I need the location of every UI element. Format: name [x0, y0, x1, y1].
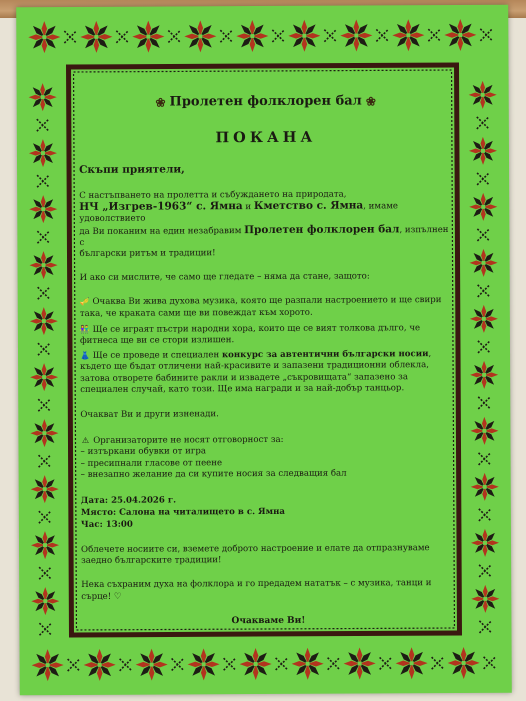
star-motif	[136, 649, 168, 681]
cross-motif	[39, 511, 51, 523]
star-motif	[344, 647, 376, 679]
star-motif	[288, 20, 320, 52]
star-motif	[29, 83, 57, 111]
event-name: Пролетен фолклорен бал	[169, 93, 362, 110]
invitation-content	[79, 81, 456, 627]
star-motif	[469, 137, 497, 165]
star-motif	[29, 251, 57, 279]
event-time: Час: 13:00	[80, 519, 133, 531]
star-motif	[470, 305, 498, 333]
cross-motif	[272, 30, 284, 42]
cross-motif	[477, 117, 489, 129]
cross-motif	[478, 285, 490, 297]
cross-motif	[37, 175, 49, 187]
cross-motif	[324, 30, 336, 42]
star-motif	[31, 587, 59, 615]
star-motif	[31, 531, 59, 559]
cross-motif	[479, 621, 491, 633]
star-motif	[188, 648, 220, 680]
star-motif	[28, 21, 60, 53]
cross-motif	[168, 30, 180, 42]
star-motif	[132, 21, 164, 53]
star-motif	[29, 139, 57, 167]
star-motif	[469, 193, 497, 221]
cross-motif	[120, 659, 132, 671]
cross-motif	[39, 623, 51, 635]
surprises-text: Очакват Ви и други изненади.	[80, 409, 219, 421]
cross-motif	[432, 657, 444, 669]
dancers-icon: 👫	[79, 324, 90, 334]
star-motif	[471, 529, 499, 557]
list-item: – пресипнали гласове от пеене	[80, 457, 223, 469]
cross-motif	[37, 119, 49, 131]
star-motif	[471, 473, 499, 501]
cross-motif	[328, 658, 340, 670]
cross-motif	[477, 229, 489, 241]
star-motif	[470, 361, 498, 389]
star-motif	[184, 20, 216, 52]
event-heading	[79, 93, 453, 110]
cross-motif	[64, 31, 76, 43]
star-motif	[30, 307, 58, 335]
organizers-line: НЧ „Изгрев-1963“ с. Ямна и Кметство с. Ямна, имаме удоволствието	[79, 199, 398, 225]
cross-motif	[116, 31, 128, 43]
cross-motif	[172, 658, 184, 670]
cross-motif	[479, 453, 491, 465]
star-motif	[470, 417, 498, 445]
star-motif	[469, 249, 497, 277]
intro-line: С настъпването на пролетта и събуждането на природата,	[79, 189, 347, 201]
cross-motif	[479, 565, 491, 577]
cross-motif	[39, 455, 51, 467]
star-motif	[292, 648, 324, 680]
flower-icon: ❀	[365, 93, 376, 108]
event-details	[81, 493, 455, 531]
star-motif	[471, 585, 499, 613]
star-motif	[340, 19, 372, 51]
star-motif	[396, 647, 428, 679]
star-motif	[469, 81, 497, 109]
cross-motif	[38, 343, 50, 355]
intro-end-line: български ритъм и традиции!	[79, 248, 216, 259]
cross-motif	[478, 397, 490, 409]
cross-motif	[38, 287, 50, 299]
list-item: – внезапно желание да си купите носия за следващия бал	[80, 468, 347, 480]
cross-motif	[376, 29, 388, 41]
flower-icon: ❀	[155, 95, 166, 110]
transition-text: И ако си мислите, че само ще гледате – няма да стане, защото:	[79, 271, 370, 284]
call-to-action: Облечете носиите си, вземете доброто настроение и елате да отпразнуваме заедно българските традиции!	[81, 543, 430, 567]
spirit-text: Нека съхраним духа на фолклора и го предадем нататък – с музика, танци и сърце! ♡	[81, 578, 432, 602]
star-motif	[32, 649, 64, 681]
star-motif	[80, 21, 112, 53]
star-motif	[392, 19, 424, 51]
star-motif	[29, 195, 57, 223]
cross-motif	[224, 658, 236, 670]
invitation-title: ПОКАНА	[215, 128, 317, 147]
cross-motif	[480, 29, 492, 41]
cross-motif	[39, 567, 51, 579]
list-item: 👫 Ще се играят пъстри народни хора, които ще се вият толкова дълго, че фитнеса ще ви се стори излишен.	[79, 323, 421, 346]
cross-motif	[38, 399, 50, 411]
cross-motif	[478, 341, 490, 353]
star-motif	[448, 647, 480, 679]
cross-motif	[477, 173, 489, 185]
invite-line: да Ви поканим на един незабравим Пролетен фолклорен бал, изпълнен с	[79, 222, 449, 248]
star-motif	[84, 649, 116, 681]
event-date: Дата: 25.04.2026 г.	[80, 495, 177, 507]
cross-motif	[479, 509, 491, 521]
trumpet-icon: 🎺	[79, 297, 90, 307]
costume-icon: 👗	[80, 351, 91, 361]
cross-motif	[380, 657, 392, 669]
event-place: Място: Салона на читалището в с. Ямна	[80, 506, 285, 519]
star-motif	[30, 363, 58, 391]
cross-motif	[276, 658, 288, 670]
cross-motif	[68, 659, 80, 671]
cross-motif	[484, 657, 496, 669]
star-motif	[30, 419, 58, 447]
invitation-sheet	[16, 5, 512, 696]
star-motif	[31, 475, 59, 503]
cross-motif	[37, 231, 49, 243]
warning-title: ⚠ Организаторите не носят отговорност за:	[81, 435, 284, 447]
list-item: 👗 Ще се проведе и специален конкурс за автентични български носии, където ще бъдат отличени най-красивите и запазени традиционни облекла, затова отворете бабините ракли и извадете „съкровищата“ запазено за специален случай, като този. Ще има награди и за най-добър танцьор.	[80, 349, 432, 395]
closing-text: Очакваме Ви!	[231, 615, 306, 627]
cross-motif	[428, 29, 440, 41]
warning-icon: ⚠	[81, 436, 90, 446]
star-motif	[444, 19, 476, 51]
greeting: Скъпи приятели,	[79, 163, 185, 176]
list-item: 🎺 Очаква Ви жива духова музика, която ще разпали настроението и ще свири така, че краката сами ще ви повеждат към хорото.	[79, 295, 442, 319]
cross-motif	[220, 30, 232, 42]
star-motif	[240, 648, 272, 680]
list-item: – изтъркани обувки от игра	[80, 446, 206, 458]
star-motif	[236, 20, 268, 52]
